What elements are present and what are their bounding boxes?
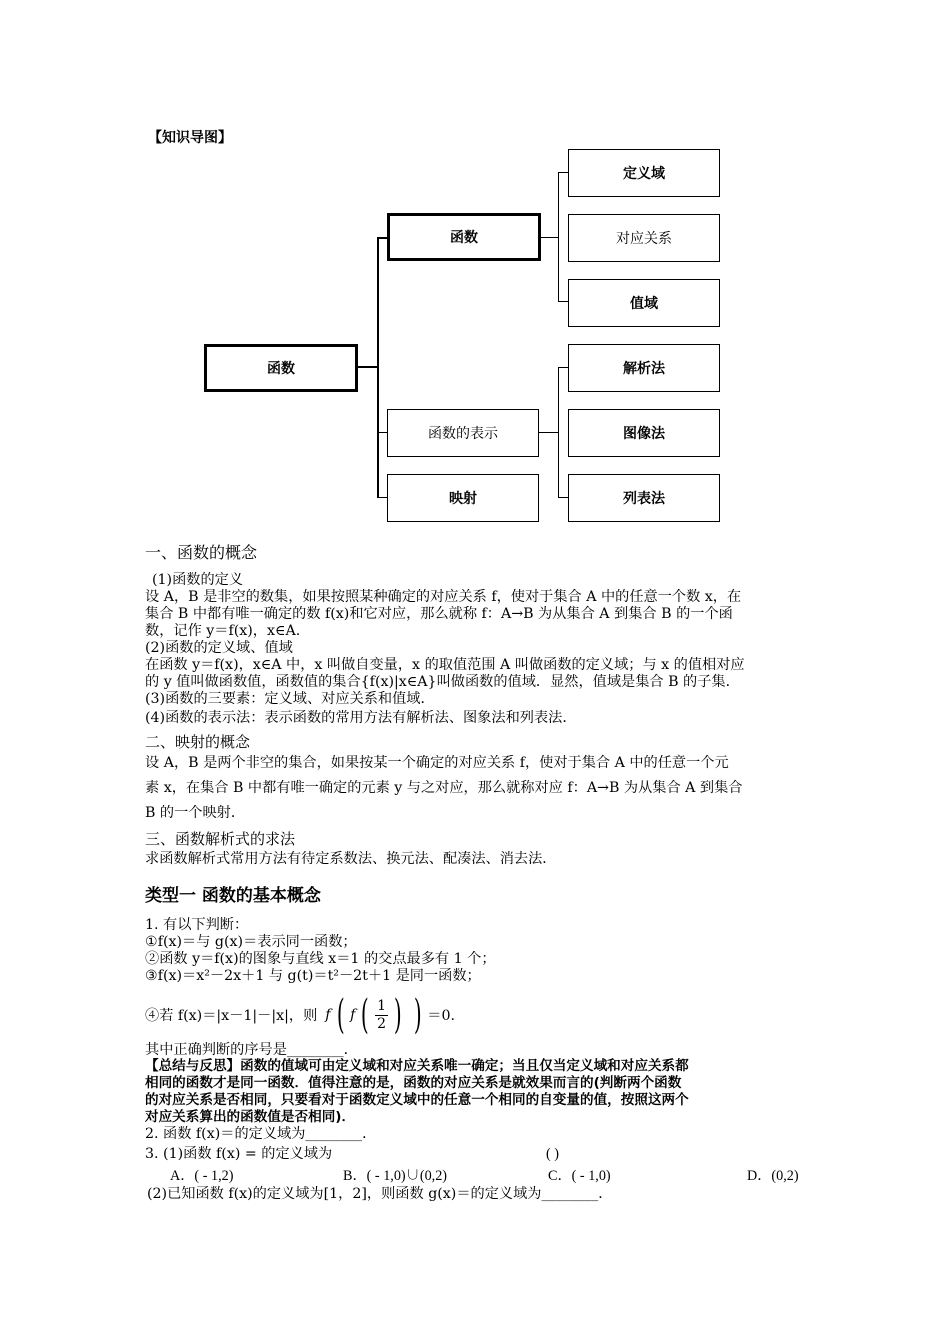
type-1-heading: 类型一 函数的基本概念 — [145, 886, 321, 906]
sec1-line: 集合 B 中都有唯一确定的数 f(x)和它对应，那么就称 f：A→B 为从集合 A 到集合 B 的一个函 — [145, 606, 733, 622]
connector — [558, 497, 568, 498]
right-paren: ) — [393, 992, 402, 1038]
page-header-title: 【知识导图】 — [148, 130, 232, 146]
mindmap-branch-representation: 函数的表示 — [387, 409, 539, 457]
math-f: f — [350, 1007, 356, 1023]
fraction — [375, 998, 388, 1033]
mindmap-leaf-table: 列表法 — [568, 474, 720, 522]
mindmap-branch-function: 函数 — [387, 213, 541, 261]
sec1-line: 数，记作 y＝f(x)，x∈A. — [145, 623, 301, 639]
sec1-line: 在函数 y＝f(x)，x∈A 中，x 叫做自变量，x 的取值范围 A 叫做函数的定义域；与 x 的值相对应 — [145, 657, 745, 673]
sec1-line: (2)函数的定义域、值域 — [145, 640, 293, 656]
section-2-heading: 二、映射的概念 — [145, 733, 251, 751]
fraction-numerator: 1 — [377, 997, 386, 1014]
summary-line: 对应关系算出的函数值是否相同)． — [145, 1109, 356, 1125]
section-3-heading: 三、函数解析式的求法 — [145, 830, 296, 848]
connector — [377, 497, 387, 498]
q3-line: (2)已知函数 f(x)的定义域为[1，2]，则函数 g(x)＝的定义域为________． — [147, 1186, 613, 1202]
connector — [377, 432, 387, 433]
sec2-line: 设 A，B 是两个非空的集合，如果按某一个确定的对应关系 f，使对于集合 A 中的任意一个元 — [145, 755, 729, 771]
mindmap-root-node: 函数 — [204, 344, 358, 392]
connector — [558, 367, 559, 498]
connector — [356, 366, 378, 368]
fraction-denominator: 2 — [377, 1015, 386, 1032]
sec1-line: (1)函数的定义 — [152, 572, 244, 588]
q1-line: ①f(x)＝与 g(x)＝表示同一函数； — [145, 934, 357, 950]
mindmap-leaf-range: 值域 — [568, 279, 720, 327]
connector — [377, 237, 387, 239]
option-d: D．(0,2) — [747, 1168, 799, 1184]
mindmap-leaf-graph: 图像法 — [568, 409, 720, 457]
sec1-line: 设 A，B 是非空的数集，如果按照某种确定的对应关系 f，使对于集合 A 中的任意一个数 x，在 — [145, 589, 742, 605]
connector — [558, 172, 559, 302]
summary-line: 相同的函数才是同一函数．值得注意的是，函数的对应关系是就效果而言的(判断两个函数 — [145, 1075, 682, 1091]
connector — [377, 237, 379, 498]
connector — [558, 367, 568, 368]
mindmap-branch-mapping: 映射 — [387, 474, 539, 522]
q1-line: ＝0. — [427, 1008, 455, 1024]
q1-line: 其中正确判断的序号是________． — [145, 1042, 358, 1058]
sec1-line: (4)函数的表示法：表示函数的常用方法有解析法、图象法和列表法． — [145, 710, 577, 726]
mindmap-leaf-domain: 定义域 — [568, 149, 720, 197]
q1-line: ④若 f(x)＝|x－1|－|x|，则 — [145, 1008, 318, 1024]
q1-line: ②函数 y＝f(x)的图象与直线 x＝1 的交点最多有 1 个； — [145, 951, 496, 967]
option-b: B．( - 1,0)∪(0,2) — [343, 1168, 448, 1184]
sec1-line: (3)函数的三要素：定义域、对应关系和值域． — [145, 691, 435, 707]
mindmap-leaf-correspondence: 对应关系 — [568, 214, 720, 262]
q1-item-4 — [145, 990, 455, 1040]
mindmap-leaf-analytic: 解析法 — [568, 344, 720, 392]
summary-line: 【总结与反思】函数的值域可由定义域和对应关系唯一确定；当且仅当定义域和对应关系都 — [145, 1058, 689, 1074]
connector — [558, 172, 568, 173]
q1-line: ③f(x)＝x²－2x＋1 与 g(t)＝t²－2t＋1 是同一函数； — [145, 968, 481, 984]
q3-line: 3. (1)函数 f(x) = 的定义域为 — [145, 1146, 333, 1162]
sec2-line: B 的一个映射． — [145, 805, 246, 821]
answer-bracket: ( ) — [546, 1146, 559, 1162]
left-paren: ( — [361, 992, 370, 1038]
sec1-line: 的 y 值叫做函数值，函数值的集合{f(x)|x∈A}叫做函数的值域．显然，值域是集合 B 的子集． — [145, 674, 740, 690]
summary-line: 的对应关系是否相同，只要看对于函数定义域中的任意一个相同的自变量的值，按照这两个 — [145, 1092, 689, 1108]
q2-line: 2. 函数 f(x)＝的定义域为________． — [145, 1126, 377, 1142]
section-1-heading: 一、函数的概念 — [145, 543, 258, 562]
left-paren: ( — [336, 992, 345, 1038]
sec2-line: 素 x，在集合 B 中都有唯一确定的元素 y 与之对应，那么就称对应 f：A→B 为从集合 A 到集合 — [145, 780, 743, 796]
connector — [537, 432, 559, 433]
math-f: f — [325, 1007, 331, 1023]
q1-line: 1. 有以下判断： — [145, 917, 249, 933]
option-a: A．( - 1,2) — [170, 1168, 234, 1184]
right-paren: ) — [413, 992, 422, 1038]
sec3-line: 求函数解析式常用方法有待定系数法、换元法、配凑法、消去法． — [145, 851, 557, 867]
connector — [558, 301, 568, 302]
option-c: C．( - 1,0) — [548, 1168, 611, 1184]
